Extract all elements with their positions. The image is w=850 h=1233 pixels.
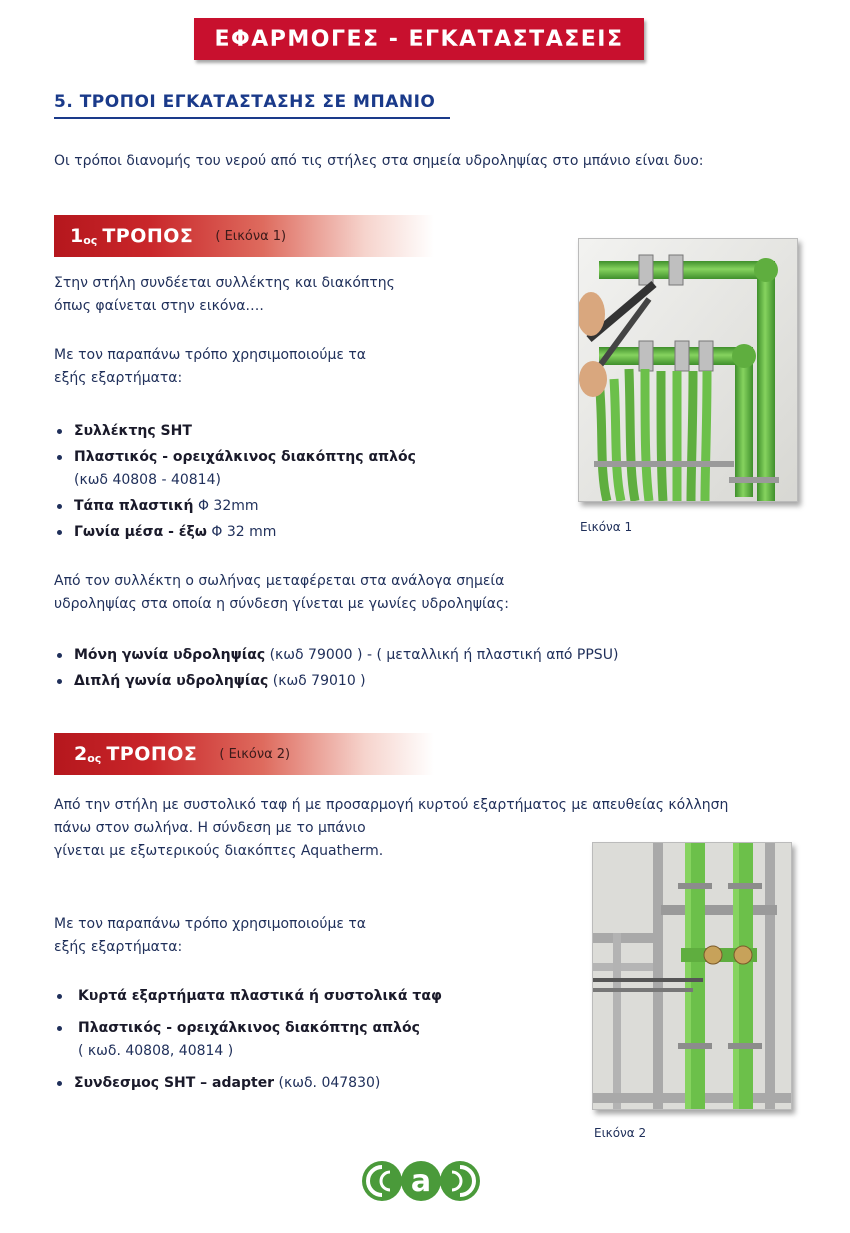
page-header: ΕΦΑΡΜΟΓΕΣ - ΕΓΚΑΤΑΣΤΑΣΕΙΣ [194,18,644,60]
list-item [54,670,694,693]
figure-2-photo [592,842,792,1110]
figure-1-caption: Εικόνα 1 [580,520,633,534]
method-2-desc-line: πάνω στον σωλήνα. Η σύνδεση με το μπάνιο [54,820,366,836]
external-valves-image [593,843,791,1109]
method-2-parts-list [54,985,554,1095]
item-detail: Φ 32 mm [206,524,277,540]
item-detail: (κωδ 79000 ) - ( μεταλλική ή πλαστική από PPSU) [265,647,619,663]
method-1-description [54,272,474,318]
method-1-usage-line: Με τον παραπάνω τρόπο χρησιμοποιούμε τα [54,347,367,363]
list-item [54,1017,554,1063]
intro-text: Οι τρόποι διανομής του νερού από τις στήλες στα σημεία υδροληψίας στο μπάνιο είναι δυο: [54,153,704,169]
item-name: Συλλέκτης SHT [74,423,192,439]
list-item [54,420,534,443]
item-detail: Φ 32mm [193,498,259,514]
list-item [54,495,534,518]
transfer-line: υδροληψίας στα οποία η σύνδεση γίνεται με γωνίες υδροληψίας: [54,596,509,612]
list-item [54,985,554,1008]
method-1-usage [54,344,474,390]
list-item [54,446,534,492]
item-name: Διπλή γωνία υδροληψίας [74,673,269,689]
method-2-usage-line: εξής εξαρτήματα: [54,939,183,955]
item-name: Πλαστικός - ορειχάλκινος διακόπτης απλός [78,1020,420,1036]
transfer-line: Από τον συλλέκτη ο σωλήνας μεταφέρεται στα ανάλογα σημεία [54,573,505,589]
method-2-usage-line: Με τον παραπάνω τρόπο χρησιμοποιούμε τα [54,916,367,932]
item-detail: (κωδ 79010 ) [268,673,366,689]
method-1-word: ΤΡΟΠΟΣ [102,225,194,247]
method-1-transfer-text [54,570,614,616]
item-name: Κυρτά εξαρτήματα πλαστικά ή συστολικά ταφ [78,988,442,1004]
method-2-desc-line: γίνεται με εξωτερικούς διακόπτες Aquatherm. [54,843,384,859]
section-title: 5. ΤΡΟΠΟΙ ΕΓΚΑΤΑΣΤΑΣΗΣ ΣΕ ΜΠΑΝΙΟ [54,92,450,119]
method-1-number: 1 [70,225,84,247]
item-name: Μόνη γωνία υδροληψίας [74,647,266,663]
list-item [54,644,694,667]
method-2-figure-ref: ( Εικόνα 2) [219,746,291,762]
item-name: Γωνία μέσα - έξω [74,524,207,540]
method-1-fittings-list [54,644,694,693]
figure-2-caption: Εικόνα 2 [594,1126,647,1140]
method-1-figure-ref: ( Εικόνα 1) [215,228,287,244]
item-name: Τάπα πλαστική [74,498,194,514]
item-detail: (κωδ. 047830) [274,1075,381,1091]
item-name: Συνδεσμος SHT – adapter [74,1075,275,1091]
method-1-parts-list [54,420,534,544]
method-2-suffix: ος [87,751,102,765]
item-name: Πλαστικός - ορειχάλκινος διακόπτης απλός [74,449,416,465]
item-code: ( κωδ. 40808, 40814 ) [78,1043,234,1059]
pipe-collector-image [579,239,797,501]
method-1-suffix: ος [83,233,98,247]
list-item [54,1072,554,1095]
method-1-usage-line: εξής εξαρτήματα: [54,370,183,386]
method-2-number: 2 [74,743,88,765]
method-1-header [54,215,434,257]
method-2-usage [54,913,474,959]
method-2-header [54,733,434,775]
list-item [54,521,534,544]
method-2-word: ΤΡΟΠΟΣ [106,743,198,765]
method-1-desc-line: Στην στήλη συνδέεται συλλέκτης και διακόπτης [54,275,395,291]
logo-letter: a [410,1163,432,1199]
figure-1-photo [578,238,798,502]
method-2-desc-line: Από την στήλη με συστολικό ταφ ή με προσαρμογή κυρτού εξαρτήματος με απευθείας κόλληση [54,797,729,813]
method-1-desc-line: όπως φαίνεται στην εικόνα…. [54,298,264,314]
brand-logo [360,1158,482,1204]
item-code: (κωδ 40808 - 40814) [74,472,221,488]
